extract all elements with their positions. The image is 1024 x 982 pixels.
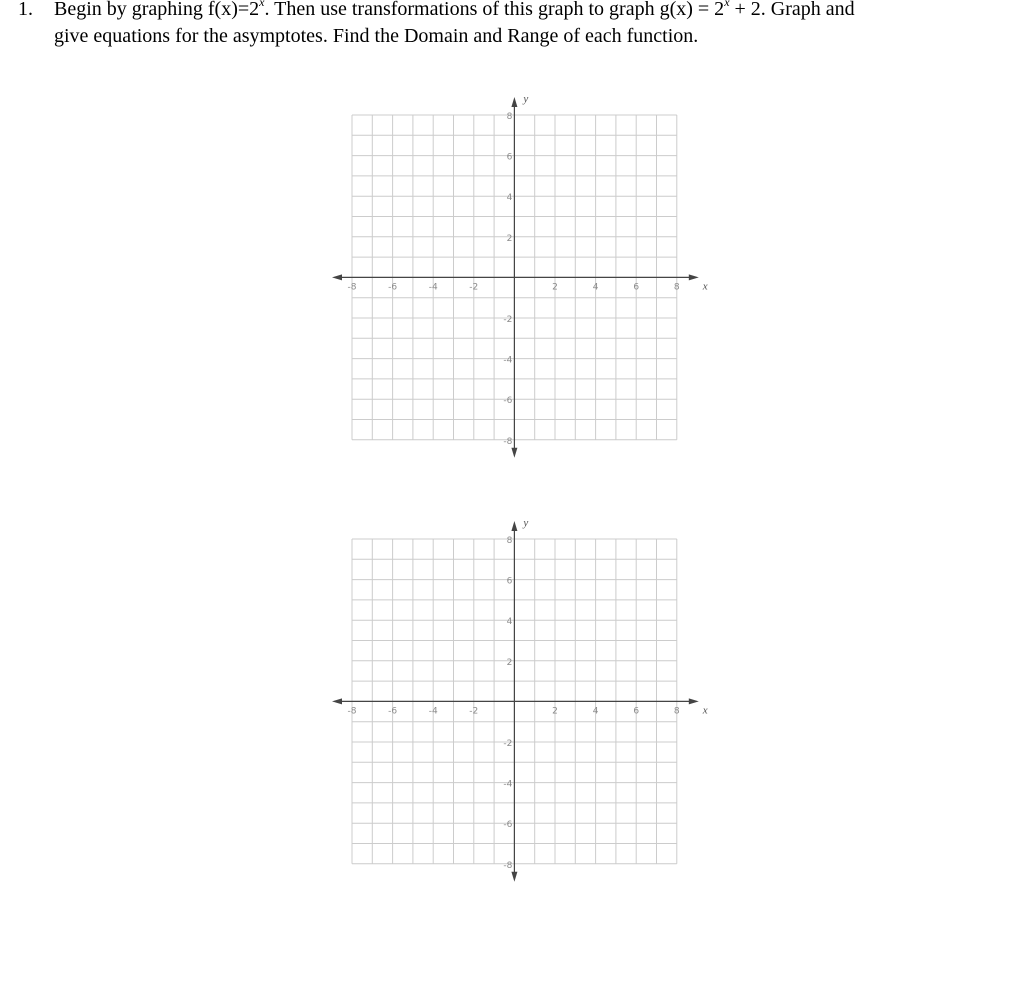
problem-line-2: give equations for the asymptotes. Find the Domain and Range of each function. <box>54 25 699 47</box>
y-axis-arrow-up-icon <box>511 97 517 107</box>
grid-svg <box>330 88 710 488</box>
y-tick-label: -4 <box>503 355 513 366</box>
x-tick-label: 6 <box>633 706 640 717</box>
g-exponent: x <box>724 0 730 9</box>
x-tick-label: -6 <box>388 706 398 717</box>
grid-svg <box>330 512 710 912</box>
y-tick-label: 2 <box>506 657 513 668</box>
x-tick-label: 4 <box>592 282 599 293</box>
y-tick-label: 8 <box>506 112 513 122</box>
y-tick-label: 4 <box>506 193 513 204</box>
y-tick-label: -4 <box>503 779 513 790</box>
x-tick-label: -4 <box>428 282 438 293</box>
x-tick-label: -8 <box>347 282 357 293</box>
x-axis-label: x <box>702 704 708 717</box>
f-exponent: x <box>259 0 265 9</box>
y-axis-arrow-down-icon <box>511 872 517 882</box>
problem-text-part: + 2. Graph and <box>729 0 855 20</box>
y-tick-label: -8 <box>503 436 513 447</box>
x-axis-arrow-right-icon <box>689 274 699 280</box>
coordinate-grid-2 <box>330 512 710 912</box>
x-tick-label: -2 <box>469 706 479 717</box>
x-tick-label: 6 <box>633 282 640 293</box>
y-axis-label: y <box>523 517 529 529</box>
problem-line-1 <box>0 0 855 23</box>
y-tick-label: 6 <box>506 152 513 163</box>
x-axis-arrow-right-icon <box>689 698 699 704</box>
x-tick-label: -2 <box>469 282 479 293</box>
y-tick-label: -6 <box>503 820 513 831</box>
x-tick-label: 4 <box>592 706 599 717</box>
problem-number: 1. <box>18 0 33 20</box>
x-tick-label: -4 <box>428 706 438 717</box>
x-tick-label: -6 <box>388 282 398 293</box>
y-axis-label: y <box>523 93 529 105</box>
problem-text-part: . Then use transformations of this graph to graph g(x) = 2 <box>264 0 725 20</box>
coordinate-grid-1 <box>330 88 710 488</box>
y-axis-arrow-down-icon <box>511 448 517 458</box>
x-tick-label: 8 <box>673 706 680 717</box>
problem-text-part: Begin by graphing f(x)=2 <box>54 0 260 20</box>
y-tick-label: -2 <box>503 739 513 749</box>
y-tick-label: -6 <box>503 396 513 407</box>
x-tick-label: 8 <box>673 282 680 293</box>
x-axis-arrow-left-icon <box>332 698 342 704</box>
x-axis-arrow-left-icon <box>332 274 342 280</box>
x-tick-label: 2 <box>552 282 558 293</box>
y-tick-label: -2 <box>503 315 513 325</box>
y-tick-label: 4 <box>506 617 513 628</box>
y-tick-label: 2 <box>506 233 513 244</box>
y-tick-label: 6 <box>506 576 513 587</box>
x-tick-label: 2 <box>552 706 558 717</box>
y-tick-label: 8 <box>506 536 513 546</box>
x-axis-label: x <box>702 280 708 293</box>
y-tick-label: -8 <box>503 860 513 871</box>
y-axis-arrow-up-icon <box>511 521 517 531</box>
x-tick-label: -8 <box>347 706 357 717</box>
